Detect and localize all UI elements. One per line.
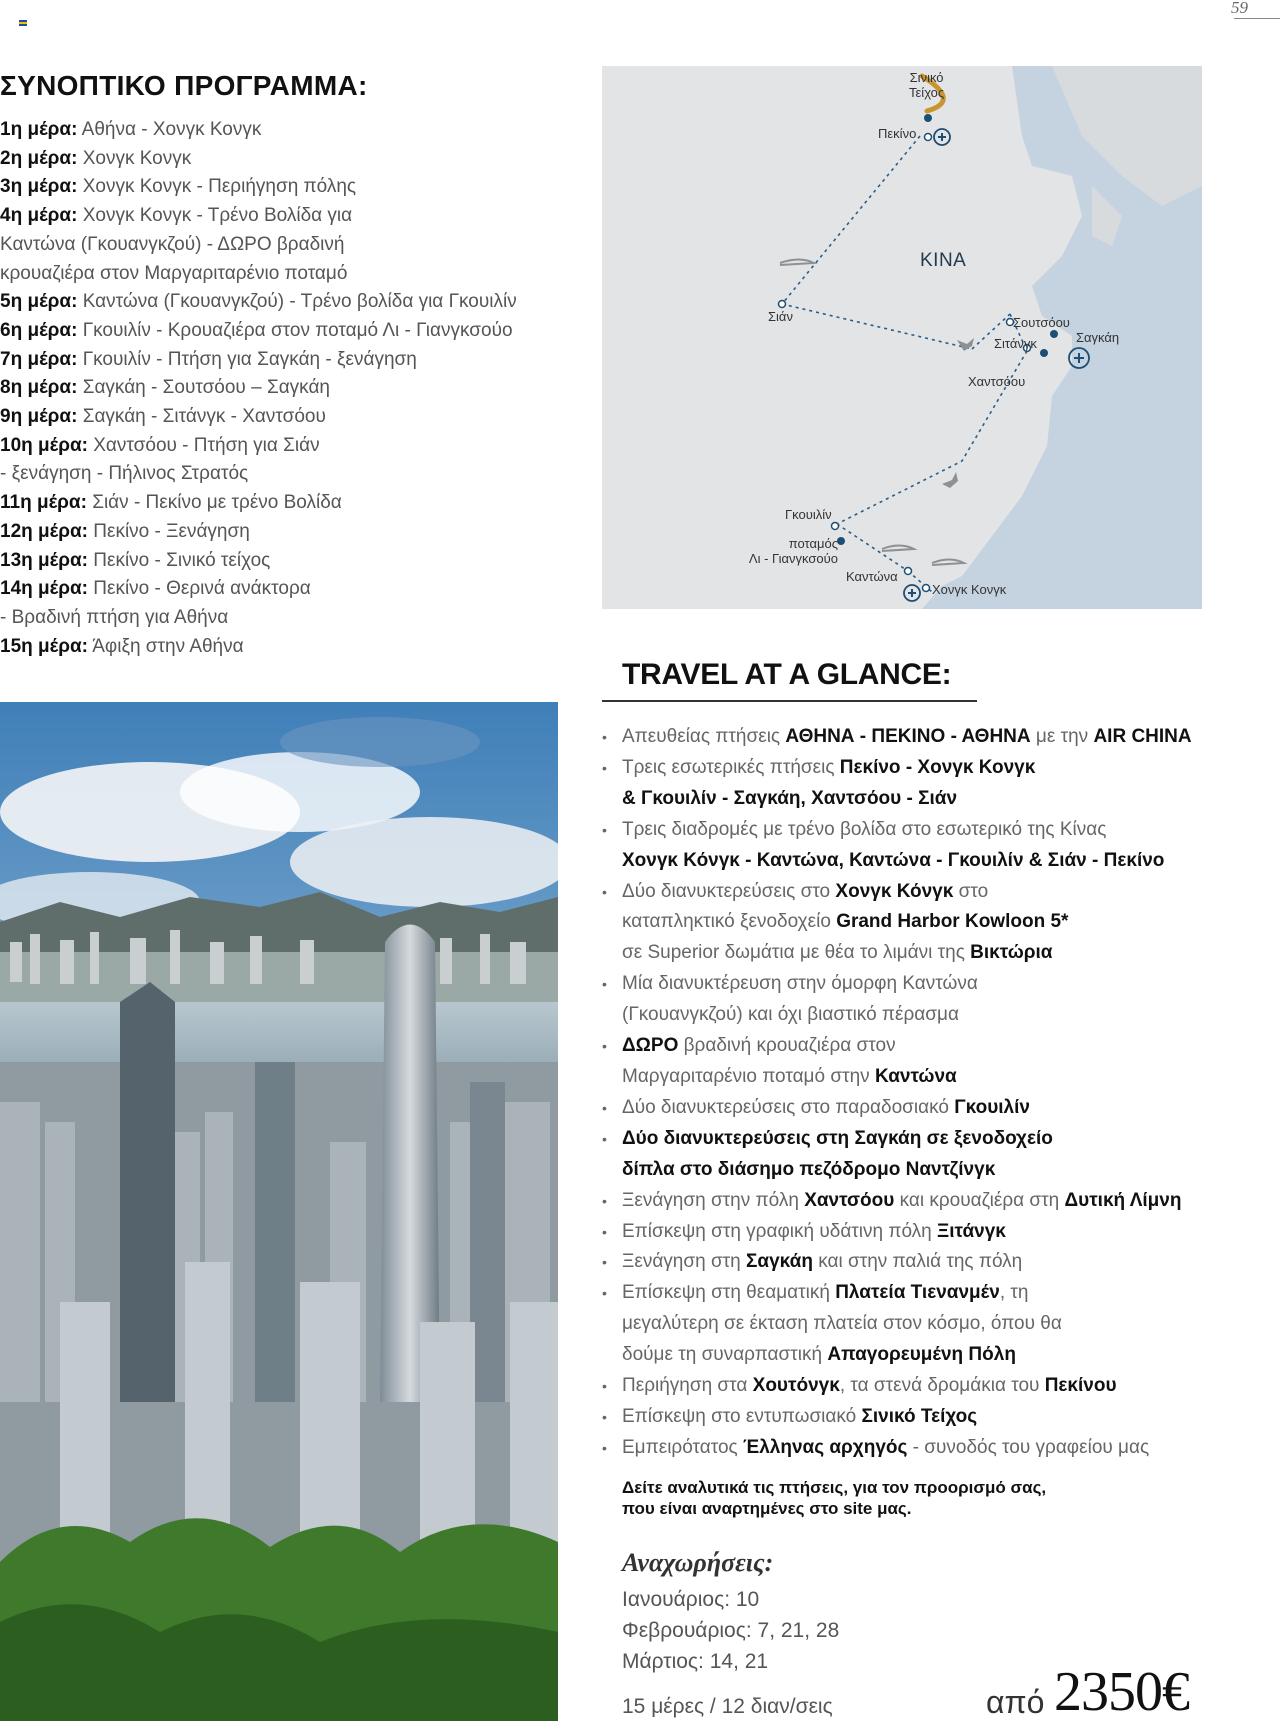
program-line [0, 317, 570, 346]
map-label-hangzhou: Χαντσόου [968, 374, 1026, 389]
highlight-emphasis: Ξιτάνγκ [937, 1220, 1006, 1242]
program-day-text: Χαντσόου - Πτήση για Σιάν [87, 434, 320, 456]
highlight-emphasis: & Γκουιλίν - Σαγκάη, Χαντσόου - Σιάν [622, 787, 958, 809]
highlight-emphasis: Σινικό Τείχος [861, 1405, 978, 1427]
program-day-text: Γκουιλίν - Κρουαζιέρα στον ποταμό Λι - Γιανγκσούο [77, 319, 513, 341]
highlights-list [602, 722, 1242, 1464]
map-label-shanghai: Σαγκάη [1076, 330, 1120, 345]
program-day-text: - Βραδινή πτήση για Αθήνα [0, 606, 229, 628]
highlight-text: Ξενάγηση στη [622, 1251, 747, 1273]
glance-title: TRAVEL AT A GLANCE: [622, 658, 952, 691]
program-day-label: 7η μέρα: [0, 348, 78, 370]
highlight-item [602, 1371, 1242, 1402]
program-day-label: 13η μέρα: [0, 549, 88, 571]
map-label-xitang: Σιτάνγκ [994, 336, 1037, 351]
departure-date: Φεβρουάριος: 7, 21, 28 [622, 1619, 840, 1642]
highlight-item [602, 877, 1242, 970]
program-line [0, 202, 570, 231]
highlight-text: Δύο διανυκτερεύσεις στο παραδοσιακό [622, 1096, 955, 1118]
program-day-text: Σιάν - Πεκίνο με τρένο Βολίδα [86, 492, 342, 514]
highlight-text: Περιήγηση στα [622, 1375, 753, 1397]
program-day-label: 3η μέρα: [0, 176, 78, 198]
highlight-text: και κρουαζιέρα στη [894, 1189, 1065, 1211]
program-day-label: 2η μέρα: [0, 147, 78, 169]
highlight-item [602, 1217, 1242, 1248]
highlight-item [602, 1093, 1242, 1124]
page-number-rule [1234, 18, 1280, 19]
highlight-emphasis: Δύο διανυκτερεύσεις στη Σαγκάη σε ξενοδοχείο [622, 1127, 1053, 1149]
program-list [0, 116, 570, 661]
program-line [0, 489, 570, 518]
price-prefix: από [986, 1684, 1045, 1720]
highlight-emphasis: ΔΩΡΟ [622, 1035, 679, 1057]
map-label-beijing: Πεκίνο [878, 126, 917, 141]
departure-date: Ιανουάριος: 10 [622, 1588, 760, 1611]
highlight-text: , τα στενά δρομάκια του [839, 1375, 1045, 1397]
program-line [0, 604, 570, 633]
highlight-text: Επίσκεψη στη θεαματική [622, 1282, 836, 1304]
program-day-text: Αθήνα - Χονγκ Κονγκ [77, 119, 262, 140]
program-line [0, 116, 570, 145]
highlight-emphasis: Γκουιλίν [954, 1096, 1030, 1118]
price: 2350€ [1054, 1661, 1189, 1723]
program-day-label: 1η μέρα: [0, 119, 78, 140]
program-day-label: 9η μέρα: [0, 406, 78, 428]
program-line [0, 145, 570, 174]
program-day-text: Καντώνα (Γκουανγκζού) - ΔΩΡΟ βραδινή [0, 233, 345, 255]
program-day-text: Καντώνα (Γκουανγκζού) - Τρένο βολίδα για Γκουιλίν [77, 291, 517, 313]
page-number: 59 [1231, 0, 1248, 17]
highlight-text: βραδινή κρουαζιέρα στον [678, 1035, 896, 1057]
highlight-text: Επίσκεψη στο εντυπωσιακό [622, 1405, 862, 1427]
highlight-emphasis: Grand Harbor Kowloon 5* [836, 911, 1069, 933]
highlight-text: (Γκουανγκζού) και όχι βιαστικό πέρασμα [622, 1004, 959, 1026]
program-day-label: 5η μέρα: [0, 291, 78, 313]
program-day-text: κρουαζιέρα στον Μαργαριταρένιο ποταμό [0, 262, 348, 284]
highlight-emphasis: Σαγκάη [746, 1251, 813, 1273]
highlight-item [602, 753, 1242, 815]
program-line [0, 432, 570, 461]
highlight-text: Δύο διανυκτερεύσεις στο [622, 880, 836, 902]
highlight-emphasis: Απαγορευμένη Πόλη [827, 1344, 1016, 1366]
map-label-canton: Καντώνα [846, 569, 898, 584]
program-title: ΣΥΝΟΠΤΙΚΟ ΠΡΟΓΡΑΜΜΑ: [0, 70, 368, 101]
map-label-suzhou: Σουτσόου [1013, 315, 1070, 330]
highlight-item [602, 1186, 1242, 1217]
program-line [0, 260, 570, 289]
map-label-xian: Σιάν [768, 309, 793, 324]
program-day-text: Χονγκ Κονγκ - Τρένο Βολίδα για [77, 205, 353, 227]
program-line [0, 575, 570, 604]
highlight-item [602, 722, 1242, 753]
departure-date: Μάρτιος: 14, 21 [622, 1650, 769, 1673]
highlight-text: με την [1030, 726, 1094, 747]
program-day-text: Σαγκάη - Σιτάνγκ - Χαντσόου [77, 406, 326, 428]
program-line [0, 547, 570, 576]
highlight-text: στο [953, 880, 989, 902]
program-line [0, 346, 570, 375]
highlight-text: Επίσκεψη στη γραφική υδάτινη πόλη [622, 1220, 938, 1242]
glance-title-rule [602, 700, 977, 702]
highlight-emphasis: Πεκίνο - Χονγκ Κονγκ [839, 756, 1036, 778]
highlight-text: και στην παλιά της πόλη [812, 1251, 1023, 1273]
program-line [0, 231, 570, 260]
highlight-emphasis: Έλληνας αρχηγός [743, 1436, 908, 1458]
highlight-text: Απευθείας πτήσεις [622, 726, 786, 747]
program-day-text: Πεκίνο - Θερινά ανάκτορα [87, 578, 311, 600]
flights-note: Δείτε αναλυτικά τις πτήσεις, για τον προορισμό σας, που είναι αναρτημένες στο site μας. [622, 1478, 1047, 1518]
highlight-emphasis: δίπλα στο διάσημο πεζόδρομο Ναντζίνγκ [622, 1158, 996, 1180]
highlight-item [602, 1402, 1242, 1433]
program-day-label: 15η μέρα: [0, 635, 88, 657]
route-map [602, 66, 1202, 609]
program-line [0, 518, 570, 547]
highlight-item [602, 1247, 1242, 1278]
program-day-text: Πεκίνο - Ξενάγηση [87, 520, 250, 542]
highlight-text: Μία διανυκτέρευση στην όμορφη Καντώνα [622, 973, 978, 995]
map-label-guilin: Γκουιλίν [785, 507, 832, 522]
highlight-text: Τρεις εσωτερικές πτήσεις [622, 756, 840, 778]
highlight-emphasis: Βικτώρια [970, 942, 1053, 964]
program-day-label: 4η μέρα: [0, 205, 78, 227]
program-day-text: Γκουιλίν - Πτήση για Σαγκάη - ξενάγηση [77, 348, 417, 370]
program-line [0, 374, 570, 403]
map-label-great-wall: Σινικό Τείχος [909, 70, 945, 100]
highlight-text: σε Superior δωμάτια με θέα το λιμάνι της [622, 942, 971, 964]
highlight-text: δούμε τη συναρπαστική [622, 1344, 828, 1366]
highlight-item [602, 1031, 1242, 1093]
program-day-text: Σαγκάη - Σουτσόου – Σαγκάη [77, 377, 330, 399]
program-line [0, 173, 570, 202]
program-day-text: - ξενάγηση - Πήλινος Στρατός [0, 463, 249, 485]
highlight-item [602, 1433, 1242, 1464]
program-day-label: 12η μέρα: [0, 520, 88, 542]
highlight-item [602, 1124, 1242, 1186]
highlight-text: Μαργαριταρένιο ποταμό στην [622, 1065, 875, 1087]
program-line [0, 460, 570, 489]
hong-kong-skyline-photo [0, 702, 558, 1721]
program-day-text: Πεκίνο - Σινικό τείχος [87, 549, 271, 571]
highlight-text: καταπληκτικό ξενοδοχείο [622, 911, 837, 933]
program-line [0, 633, 570, 662]
highlight-item [602, 815, 1242, 877]
map-label-hong-kong: Χονγκ Κονγκ [932, 582, 1007, 597]
highlight-text: Εμπειρότατος [622, 1436, 743, 1458]
highlight-text: Ξενάγηση στην πόλη [622, 1189, 805, 1211]
program-day-label: 11η μέρα: [0, 492, 87, 514]
program-day-text: Χονγκ Κονγκ - Περιήγηση πόλης [77, 176, 357, 198]
highlight-emphasis: Χαντσόου [804, 1189, 895, 1211]
program-day-label: 10η μέρα: [0, 434, 88, 456]
highlight-emphasis: AIR CHINA [1093, 726, 1192, 747]
highlight-emphasis: Δυτική Λίμνη [1064, 1189, 1182, 1211]
program-line [0, 288, 570, 317]
highlight-emphasis: Χουτόνγκ [752, 1375, 840, 1397]
program-day-text: Άφιξη στην Αθήνα [87, 635, 244, 657]
highlight-text: Τρεις διαδρομές με τρένο βολίδα στο εσωτερικό της Κίνας [622, 818, 1107, 840]
highlight-emphasis: Χονγκ Κόνγκ - Καντώνα, Καντώνα - Γκουιλίν & Σιάν - Πεκίνο [622, 849, 1165, 871]
program-day-label: 14η μέρα: [0, 578, 88, 600]
map-label-li-river: ποταμός Λι - Γιανγκσούο [748, 536, 838, 566]
highlight-text: μεγαλύτερη σε έκταση πλατεία στον κόσμο, όπου θα [622, 1313, 1062, 1335]
program-day-text: Χονγκ Κονγκ [77, 147, 192, 169]
program-line [0, 403, 570, 432]
highlight-emphasis: Πεκίνου [1044, 1375, 1117, 1397]
departures-list [622, 1584, 839, 1677]
highlight-text: , τη [999, 1282, 1029, 1304]
highlight-item [602, 969, 1242, 1031]
highlight-item [602, 1278, 1242, 1371]
flag-mark [19, 20, 27, 26]
highlight-text: - συνοδός του γραφείου μας [907, 1436, 1150, 1458]
highlight-emphasis: ΑΘΗΝΑ - ΠΕΚΙΝΟ - ΑΘΗΝΑ [785, 726, 1031, 747]
program-day-label: 8η μέρα: [0, 377, 78, 399]
departures-title: Αναχωρήσεις: [622, 1548, 774, 1577]
trip-duration: 15 μέρες / 12 διαν/σεις [622, 1695, 833, 1718]
program-day-label: 6η μέρα: [0, 319, 78, 341]
map-country-label: ΚΙΝΑ [920, 250, 967, 271]
highlight-emphasis: Πλατεία Τιενανμέν [835, 1282, 1000, 1304]
highlight-emphasis: Χονγκ Κόνγκ [835, 880, 954, 902]
highlight-emphasis: Καντώνα [874, 1065, 957, 1087]
